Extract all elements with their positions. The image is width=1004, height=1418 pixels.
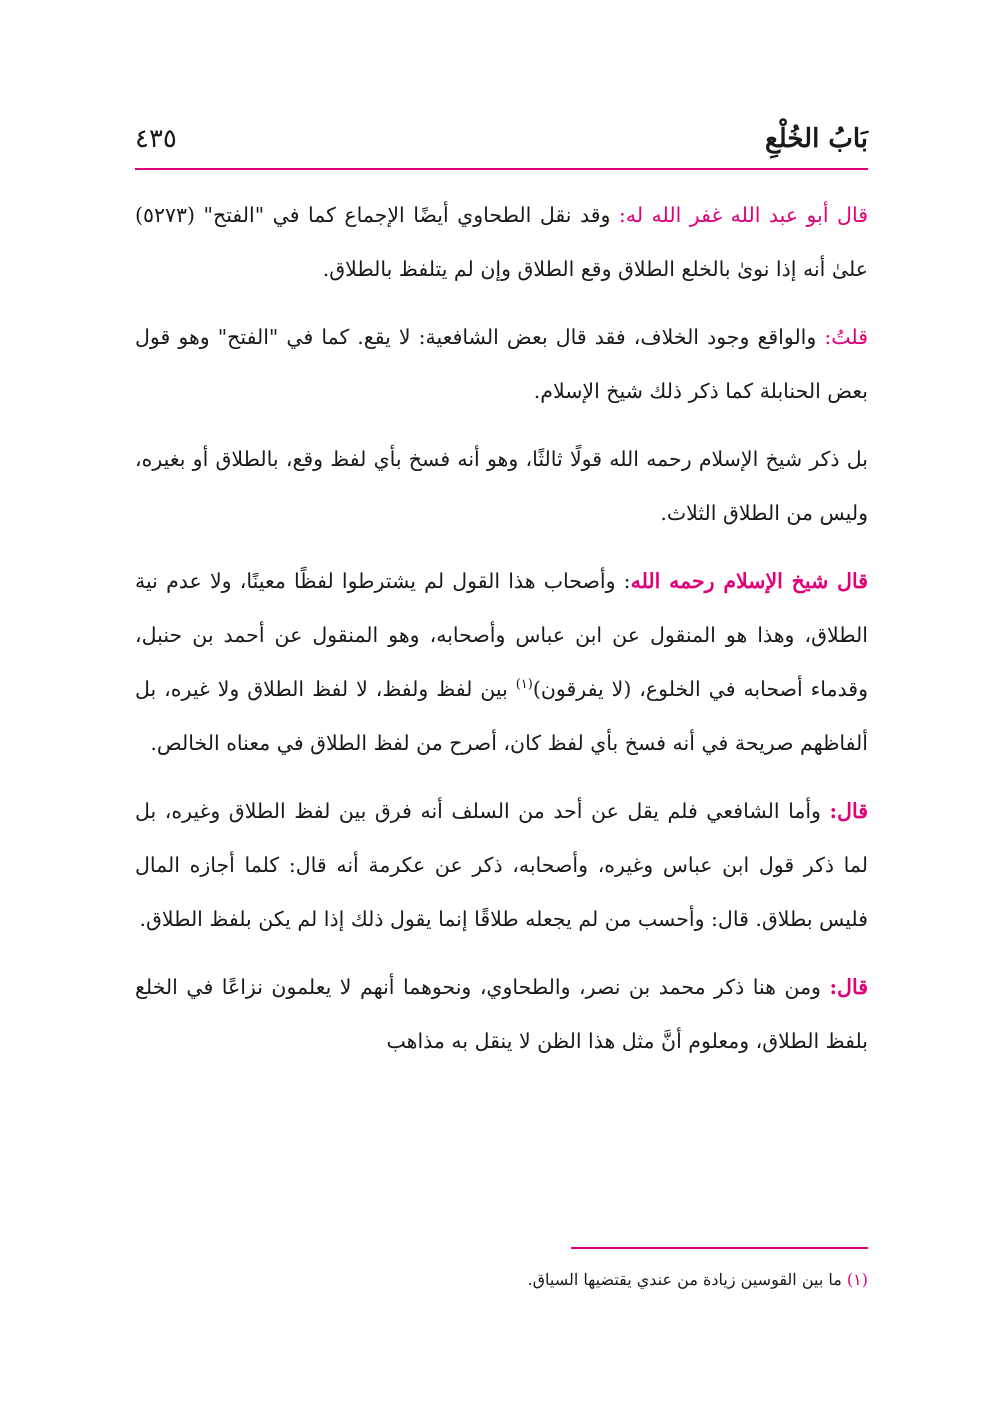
page-number: ٤٣٥ xyxy=(135,124,177,154)
footnote xyxy=(527,1270,868,1289)
footnote-marker: (١) xyxy=(515,677,533,693)
paragraph-text: وأما الشافعي فلم يقل عن أحد من السلف أنه فرق بين لفظ الطلاق وغيره، بل لما ذكر قول ابن عباس وغيره، وأصحابه، ذكر عن عكرمة أنه قال: كلما أجازه المال فليس بطلاق. قال: وأحسب من لم يجعله طلاقًا إنما يقول ذلك إذا لم يكن بلفظ الطلاق. xyxy=(135,799,868,931)
label-colon: : xyxy=(829,799,838,823)
paragraph-3 xyxy=(135,432,868,540)
quote-label: قال شيخ الإسلام رحمه الله xyxy=(630,569,868,593)
footnote-divider xyxy=(571,1247,868,1249)
author-label: قال أبو عبد الله غفر الله له xyxy=(625,203,868,227)
label-colon: : xyxy=(623,569,631,593)
header-divider xyxy=(135,168,868,170)
paragraph-text: بل ذكر شيخ الإسلام رحمه الله قولًا ثالثًا، وهو أنه فسخ بأي لفظ وقع، بالطلاق أو بغيره، وليس من الطلاق الثلاث. xyxy=(135,447,868,525)
book-page xyxy=(135,110,868,1289)
paragraph-text: ومن هنا ذكر محمد بن نصر، والطحاوي، ونحوهما أنهم لا يعلمون نزاعًا في الخلع بلفظ الطلاق، ومعلوم أنَّ مثل هذا الظن لا ينقل به مذاهب xyxy=(135,975,868,1053)
label-colon: : xyxy=(824,325,832,349)
paragraph-text: بين لفظ ولفظ، لا لفظ الطلاق ولا غيره، بل ألفاظهم صريحة في أنه فسخ بأي لفظ كان، أصرح من لفظ الطلاق في معناه الخالص. xyxy=(135,677,868,755)
footnote-marker: (١) xyxy=(846,1270,868,1289)
paragraph-6 xyxy=(135,960,868,1068)
footnote-text: ما بين القوسين زيادة من عندي يقتضيها السياق. xyxy=(527,1270,847,1289)
page-header xyxy=(135,110,868,170)
quote-label: قال xyxy=(837,799,868,823)
label-colon: : xyxy=(618,203,626,227)
paragraph-2 xyxy=(135,310,868,418)
label-colon: : xyxy=(829,975,838,999)
paragraph-text: وقد نقل الطحاوي أيضًا الإجماع كما في "الفتح" (٥٢٧٣) علىٰ أنه إذا نوىٰ بالخلع الطلاق وقع الطلاق وإن لم يتلفظ بالطلاق. xyxy=(135,203,868,281)
author-label: قلتُ xyxy=(831,325,868,349)
chapter-title: بَابُ الخُلْعِ xyxy=(764,124,868,154)
paragraph-1 xyxy=(135,188,868,296)
paragraph-text: والواقع وجود الخلاف، فقد قال بعض الشافعية: لا يقع. كما في "الفتح" وهو قول بعض الحنابلة كما ذكر ذلك شيخ الإسلام. xyxy=(135,325,868,403)
paragraph-4 xyxy=(135,554,868,770)
paragraph-text: وأصحاب هذا القول لم يشترطوا لفظًا معينًا، ولا عدم نية الطلاق، وهذا هو المنقول عن ابن عباس وأصحابه، وهو المنقول عن أحمد بن حنبل، وقدماء أصحابه في الخلوع، (لا يفرقون) xyxy=(135,569,868,701)
paragraph-5 xyxy=(135,784,868,946)
quote-label: قال xyxy=(837,975,868,999)
